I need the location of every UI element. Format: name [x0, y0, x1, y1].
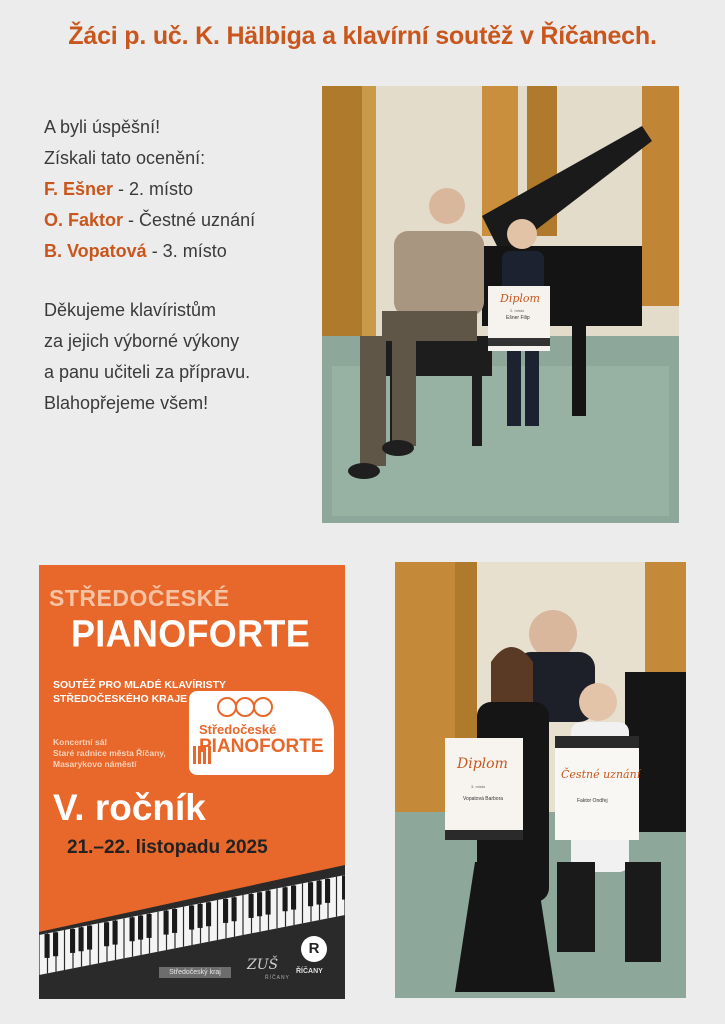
poster-venue-line-1: Koncertní sál: [53, 737, 107, 747]
result-3-award: - 3. místo: [146, 241, 227, 261]
diploma-2-heading: Diplom: [457, 756, 508, 772]
ricany-logo-icon: R: [301, 936, 327, 962]
result-1: [44, 174, 314, 205]
zus-logo: ZUŠ: [247, 957, 279, 973]
result-3: [44, 236, 314, 267]
diploma-2-place: 3. místo: [471, 784, 486, 789]
diploma-1-name: Ešner Filip: [506, 315, 530, 321]
text-block: [44, 112, 314, 419]
photo-group-with-diplomas: [395, 562, 686, 998]
poster-edition: V. ročník: [53, 787, 206, 828]
page-title: Žáci p. uč. K. Hälbiga a klavírní soutěž v Říčanech.: [68, 22, 657, 50]
result-2-name: O. Faktor: [44, 210, 124, 230]
poster-subtitle-line-2: STŘEDOČESKÉHO KRAJE: [53, 693, 188, 705]
kraj-label: Středočeský kraj: [159, 967, 231, 978]
poster-heading-main: PIANOFORTE: [71, 611, 311, 655]
diploma-1-heading: Diplom: [500, 292, 540, 305]
thanks-line-2: za jejich výborné výkony: [44, 331, 240, 351]
intro-line-2: Získali tato ocenění:: [44, 148, 206, 168]
diploma-3-heading: Čestné uznání: [561, 768, 641, 781]
zus-logo-subtitle: ŘÍČANY: [265, 975, 290, 981]
thanks-line-3: a panu učiteli za přípravu.: [44, 362, 251, 382]
poster-heading-region: STŘEDOČESKÉ: [49, 585, 230, 611]
diploma-2-name: Vopatová Barbora: [463, 796, 504, 802]
result-1-award: - 2. místo: [113, 179, 194, 199]
result-2-award: - Čestné uznání: [123, 210, 256, 230]
poster-venue-line-3: Masarykovo náměstí: [53, 759, 137, 769]
poster-venue-line-2: Staré radnice města Říčany,: [53, 748, 166, 758]
ricany-logo-text: ŘÍČANY: [296, 968, 323, 975]
result-1-name: F. Ešner: [44, 179, 114, 199]
poster-date: 21.–22. listopadu 2025: [67, 837, 268, 858]
poster-venue: [53, 737, 166, 770]
poster-logo-text-2: PIANOFORTE: [199, 736, 324, 757]
diploma-3-name: Faktor Ondřej: [577, 798, 608, 804]
poster-subtitle-line-1: SOUTĚŽ PRO MLADÉ KLAVÍRISTY: [53, 679, 227, 691]
poster-logo-text-1: Středočeské: [199, 722, 277, 737]
intro-line-1: A byli úspěšní!: [44, 117, 161, 137]
keyboard-graphic: [39, 865, 345, 999]
thanks-line-4: Blahopřejeme všem!: [44, 393, 209, 413]
competition-poster: [39, 565, 345, 999]
result-2: [44, 205, 314, 236]
result-3-name: B. Vopatová: [44, 241, 147, 261]
diploma-1-place: 2. místo: [510, 308, 525, 313]
photo-teacher-and-student: [322, 86, 679, 523]
thanks-line-1: Děkujeme klavíristům: [44, 300, 217, 320]
